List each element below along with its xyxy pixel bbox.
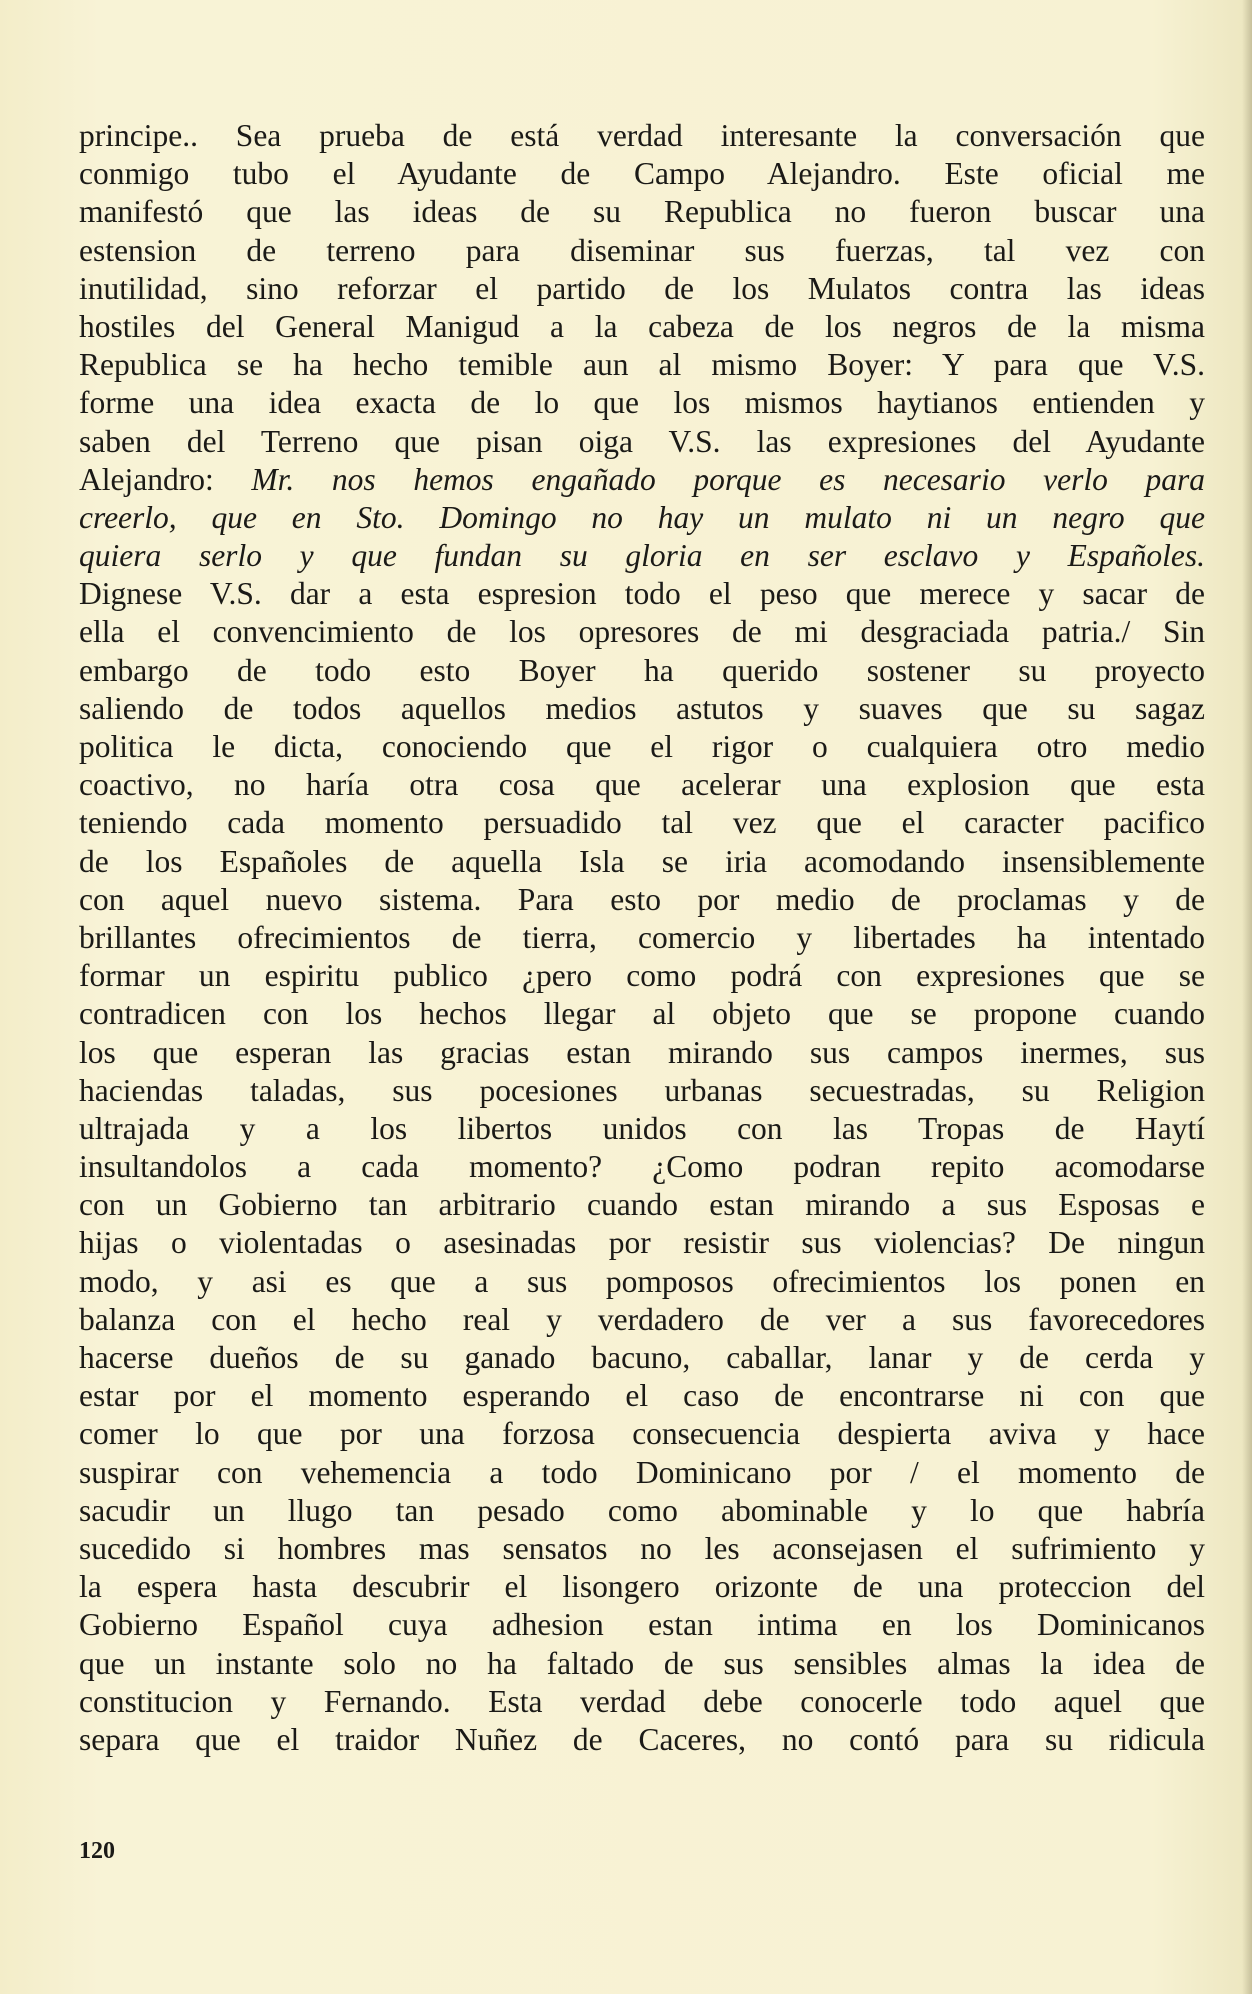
text-line: saliendo de todos aquellos medios astutos y suaves que su sagaz — [79, 690, 1205, 726]
text-line: estar por el momento esperando el caso de encontrarse ni con que — [79, 1378, 1205, 1414]
text-line: separa que el traidor Nuñez de Caceres, no contó para su ridicula — [79, 1721, 1205, 1757]
text-line: ultrajada y a los libertos unidos con las Tropas de Haytí — [79, 1110, 1205, 1146]
text-roman: Alejandro: — [79, 461, 252, 497]
text-line: contradicen con los hechos llegar al objeto que se propone cuando — [79, 996, 1205, 1032]
text-line: que un instante solo no ha faltado de sus sensibles almas la idea de — [79, 1645, 1205, 1681]
text-line: embargo de todo esto Boyer ha querido sostener su proyecto — [79, 652, 1205, 688]
text-line-mixed — [79, 461, 1205, 499]
text-line: inutilidad, sino reforzar el partido de los Mulatos contra las ideas — [79, 270, 1205, 306]
text-line-italic: creerlo, que en Sto. Domingo no hay un mulato ni un negro que — [79, 499, 1205, 535]
text-line: Dignese V.S. dar a esta espresion todo el peso que merece y sacar de — [79, 576, 1205, 612]
page-number: 120 — [79, 1838, 115, 1864]
text-line: sucedido si hombres mas sensatos no les aconsejasen el sufrimiento y — [79, 1530, 1205, 1566]
text-italic: Mr. nos hemos engañado porque es necesario verlo para — [251, 461, 1205, 497]
text-line: hacerse dueños de su ganado bacuno, caballar, lanar y de cerda y — [79, 1340, 1205, 1375]
text-line: sacudir un llugo tan pesado como abominable y lo que habría — [79, 1492, 1205, 1528]
text-line: con un Gobierno tan arbitrario cuando estan mirando a sus Esposas e — [79, 1187, 1205, 1223]
text-line: Republica se ha hecho temible aun al mismo Boyer: Y para que V.S. — [79, 347, 1205, 383]
text-line: formar un espiritu publico ¿pero como podrá con expresiones que se — [79, 958, 1205, 994]
text-line: balanza con el hecho real y verdadero de ver a sus favorecedores — [79, 1301, 1205, 1337]
text-line: principe.. Sea prueba de está verdad interesante la conversación que — [79, 118, 1205, 153]
text-line: insultandolos a cada momento? ¿Como podran repito acomodarse — [79, 1149, 1205, 1185]
text-line: suspirar con vehemencia a todo Dominicano por / el momento de — [79, 1454, 1205, 1490]
text-line: modo, y asi es que a sus pomposos ofrecimientos los ponen en — [79, 1263, 1205, 1299]
text-line: forme una idea exacta de lo que los mismos haytianos entienden y — [79, 385, 1205, 421]
text-line: politica le dicta, conociendo que el rigor o cualquiera otro medio — [79, 729, 1205, 764]
text-line: estension de terreno para diseminar sus fuerzas, tal vez con — [79, 232, 1205, 268]
text-line: coactivo, no haría otra cosa que acelerar una explosion que esta — [79, 767, 1205, 803]
text-line: ella el convencimiento de los opresores de mi desgraciada patria./ Sin — [79, 614, 1205, 650]
body-text — [79, 117, 1205, 1759]
text-line: los que esperan las gracias estan mirando sus campos inermes, sus — [79, 1034, 1205, 1070]
text-line: saben del Terreno que pisan oiga V.S. las expresiones del Ayudante — [79, 423, 1205, 459]
text-line: hijas o violentadas o asesinadas por resistir sus violencias? De ningun — [79, 1225, 1205, 1261]
text-line-italic: quiera serlo y que fundan su gloria en ser esclavo y Españoles. — [79, 538, 1205, 574]
text-line: Gobierno Español cuya adhesion estan intima en los Dominicanos — [79, 1607, 1205, 1643]
text-line: con aquel nuevo sistema. Para esto por medio de proclamas y de — [79, 881, 1205, 917]
text-line: de los Españoles de aquella Isla se iria acomodando insensiblemente — [79, 843, 1205, 879]
text-line: conmigo tubo el Ayudante de Campo Alejandro. Este oficial me — [79, 156, 1205, 192]
text-line: manifestó que las ideas de su Republica no fueron buscar una — [79, 194, 1205, 230]
text-line: teniendo cada momento persuadido tal vez que el caracter pacifico — [79, 805, 1205, 841]
text-line: constitucion y Fernando. Esta verdad debe conocerle todo aquel que — [79, 1683, 1205, 1719]
page-edge-shadow — [1242, 0, 1252, 1994]
text-line: la espera hasta descubrir el lisongero orizonte de una proteccion del — [79, 1569, 1205, 1605]
text-line: haciendas taladas, sus pocesiones urbanas secuestradas, su Religion — [79, 1072, 1205, 1108]
text-line: hostiles del General Manigud a la cabeza de los negros de la misma — [79, 308, 1205, 344]
text-line: comer lo que por una forzosa consecuencia despierta aviva y hace — [79, 1416, 1205, 1452]
text-line: brillantes ofrecimientos de tierra, comercio y libertades ha intentado — [79, 919, 1205, 955]
